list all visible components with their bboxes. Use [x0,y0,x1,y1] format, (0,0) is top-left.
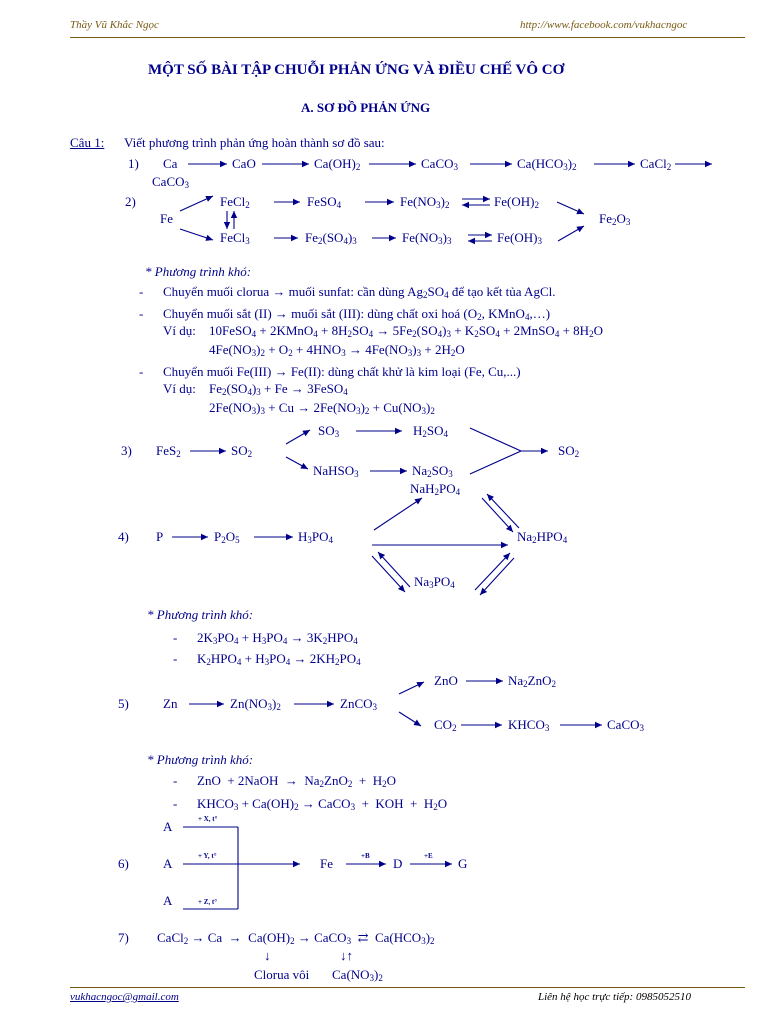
scheme-4-number: 4) [118,529,129,544]
header-url[interactable]: http://www.facebook.com/vukhacngoc [520,19,688,31]
s5-zn: Zn [163,696,178,711]
s6-g: G [458,856,468,871]
s3-so2: $SO_2$ [231,443,253,459]
s5-znco3: ZnCO$_3$ [340,696,377,712]
note-1: Chuyển muối clorua → muối sunfat: cần dùng $Ag_2SO_4$ để tạo kết tủa AgCl. [163,284,556,300]
s5-co2: $CO_2$ [434,717,457,733]
s7-down-up-arrows: ↓↑ [340,948,353,963]
s7-clorua-voi: Clorua vôi [254,967,310,982]
hard-label-3: * Phương trình khó: [147,752,254,767]
bullet: - [139,364,144,379]
s1-cahco3: $Ca(HCO_3)_2$ [517,156,577,172]
s2-feno32: $Fe(NO_3)_2$ [400,194,450,210]
bullet: - [173,651,178,666]
s6-cond-z: + Z, t° [198,898,218,906]
s5-zno: ZnO [434,673,458,688]
s1-caoh2: $Ca(OH)_2$ [314,156,361,172]
s4-na2hpo4: $Na_2HPO_4$ [517,529,568,545]
s6-cond-x: + X, t° [198,815,218,823]
equation-caoh2: $KHCO_3 + Ca(OH)_2$ → CaCO$_3$ + KOH + $H_2O$ [197,796,448,812]
s5-znno32: $Zn(NO_3)_2$ [230,696,281,712]
hard-label-1: * Phương trình khó: [145,264,252,279]
s2-fe: Fe [160,211,173,226]
bullet: - [173,796,178,811]
equation-cu: $2Fe(NO_3)_3 + Cu \to 2Fe(NO_3)_2 + Cu(NO_3)_2$ [209,400,435,416]
s6-cond-y: + Y, t° [198,852,217,860]
s5-na2zno2: $Na_2ZnO_2$ [508,673,557,689]
note-2: Chuyển muối sắt (II) → muối sắt (III): dùng chất oxi hoá ($O_2$, KMnO$_4$,…) [163,306,551,322]
hard-label-2: * Phương trình khó: [147,607,254,622]
s2-feso4: FeSO$_4$ [307,194,342,210]
equation-fe: $Fe_2(SO_4)_3 + Fe$ → 3FeSO$_4$ [209,381,348,397]
s1-caco3: CaCO$_3$ [421,156,458,172]
scheme-3-number: 3) [121,443,132,458]
s5-khco3: $KHCO_3$ [508,717,550,733]
equation-naoh: ZnO + 2NaOH → $Na_2ZnO_2 + H_2O$ [197,773,396,789]
s6-a3: A [163,893,173,908]
s3-so3: $SO_3$ [318,423,340,439]
s2-fecl3: FeCl$_3$ [220,230,250,246]
example-label: Ví dụ: [163,381,196,396]
s1-tail-caco3: CaCO$_3$ [152,174,189,190]
s6-a1: A [163,819,173,834]
s2-feno33: $Fe(NO_3)_3$ [402,230,452,246]
header-author: Thầy Vũ Khắc Ngọc [70,19,159,31]
s2-fe2o3: $Fe_2O_3$ [599,211,631,227]
footer-email[interactable]: vukhacngoc@gmail.com [70,991,179,1003]
s3-h2so4: $H_2SO_4$ [413,423,449,439]
note-3: Chuyển muối Fe(III) → Fe(II): dùng chất khử là kim loại (Fe, Cu,...) [163,364,521,379]
s2-feoh2: $Fe(OH)_2$ [494,194,539,210]
scheme-5-number: 5) [118,696,129,711]
s3-nahso3: NaHSO$_3$ [313,463,359,479]
scheme-7-chain: CaCl$_2$ → $Ca \to Ca(OH)_2$ → CaCO$_3$ ⇄ $Ca(HCO_3)_2$ [157,930,435,946]
s4-p2o5: $P_2O_5$ [214,529,240,545]
s3-na2so3: $Na_2SO_3$ [412,463,453,479]
question-text: Viết phương trình phản ứng hoàn thành sơ đồ sau: [124,135,385,150]
s6-a2: A [163,856,173,871]
s4-p: P [156,529,164,544]
s6-cond-e: +E [424,852,433,860]
bullet: - [139,306,144,321]
footer-contact: Liên hệ học trực tiếp: 0985052510 [538,991,691,1003]
s2-fecl2: FeCl$_2$ [220,194,250,210]
s4-h3po4: $H_3PO_4$ [298,529,334,545]
bullet: - [173,773,178,788]
question-label: Câu 1: [70,135,105,150]
s2-fe2so43: $Fe_2(SO_4)_3$ [305,230,357,246]
section-a-heading: A. SƠ ĐỒ PHẢN ỨNG [301,100,431,115]
s3-fes2: FeS$_2$ [156,443,181,459]
s1-cao: CaO [232,156,256,171]
scheme-2-number: 2) [125,194,136,209]
scheme-1-number: 1) [128,156,139,171]
s4-nah2po4: $NaH_2PO_4$ [410,481,461,497]
s3-so2-end: $SO_2$ [558,443,580,459]
bullet: - [173,630,178,645]
s2-feoh3: $Fe(OH)_3$ [497,230,542,246]
s5-caco3: CaCO$_3$ [607,717,644,733]
scheme-6-number: 6) [118,856,129,871]
equation-k3po4: $2K_3PO_4 + H_3PO_4 \to 3K_2HPO_4$ [197,630,358,646]
s1-ca: Ca [163,156,178,171]
s1-cacl2: CaCl$_2$ [640,156,672,172]
example-label: Ví dụ: [163,323,196,338]
s7-down-arrow: ↓ [264,948,271,963]
s6-cond-b: +B [361,852,370,860]
equation-hno3: $4Fe(NO_3)_2 + O_2 + 4HNO_3 \to 4Fe(NO_3)_3 + 2H_2O$ [209,342,465,358]
s4-na3po4: $Na_3PO_4$ [414,574,455,590]
page-title: MỘT SỐ BÀI TẬP CHUỖI PHẢN ỨNG VÀ ĐIỀU CHẾ VÔ CƠ [148,62,565,78]
s6-d: D [393,856,403,871]
s7-cano32: $Ca(NO_3)_2$ [332,967,383,983]
equation-kmno4: 10FeSO$_4$ + 2KMnO$_4$ + $8H_2SO_4 \to 5Fe_2(SO_4)_3 + K_2SO_4$ + 2MnSO$_4$ + $8H_2O$ [209,323,603,339]
bullet: - [139,284,144,299]
equation-k2hpo4: $K_2HPO_4 + H_3PO_4 \to 2KH_2PO_4$ [197,651,361,667]
s6-fe: Fe [320,856,333,871]
scheme-7-number: 7) [118,930,129,945]
